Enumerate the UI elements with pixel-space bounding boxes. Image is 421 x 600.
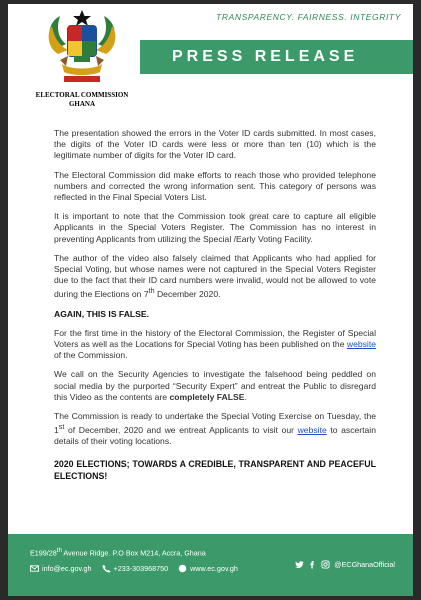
paragraph-7-bold: completely FALSE	[169, 391, 245, 402]
footer-address	[30, 548, 206, 557]
paragraph-8-sup: st	[58, 423, 65, 432]
release-body	[54, 128, 376, 490]
instagram-icon	[321, 560, 330, 569]
paragraph-4-text-a: The author of the video also falsely claimed that Applicants who had applied for Special Voting, but whose names were not captured in the Special Voters Register due to the fact that their ID card numbers were invalid, would not be allowed to vote during the Elections on 7	[54, 252, 376, 300]
paragraph-8-text-c: to ascertain details of their voting locations.	[54, 424, 376, 447]
address-rest: Avenue Ridge. P.O Box M214, Accra, Ghana	[61, 548, 206, 558]
phone-text: +233-303968750	[113, 564, 169, 573]
paragraph-3: It is important to note that the Commission took great care to capture all eligible Applicants in the Special Voters Register. The Commission has no interest in preventing Applicants from utilizing the Special /Early Voting Facility.	[54, 211, 376, 244]
footer-social[interactable]	[295, 560, 395, 569]
paragraph-6-text-b: of the Commission.	[54, 350, 128, 361]
email-icon	[30, 564, 39, 573]
paragraph-7	[54, 369, 376, 403]
social-handle: @ECGhanaOfficial	[334, 560, 395, 569]
paragraph-7-text-b: .	[244, 391, 247, 402]
website-link-1[interactable]: website	[346, 338, 376, 349]
footer-phone[interactable]	[102, 564, 169, 573]
paragraph-6	[54, 328, 376, 362]
email-text: info@ec.gov.gh	[42, 564, 92, 573]
paragraph-7-text-a: We call on the Security Agencies to investigate the falsehood being peddled on social media by the purported “Security Expert” and entreat the Public to disregard this Video as the contents are	[54, 369, 376, 402]
footer-website[interactable]	[178, 564, 238, 573]
press-release-title: PRESS RELEASE	[172, 48, 359, 65]
press-release-banner	[140, 40, 413, 74]
press-release-page	[8, 4, 413, 596]
paragraph-2: The Electoral Commission did make efforts to reach those who provided telephone numbers and corrected the wrong information sent. This category of persons was reflected in the Final Special Voters List.	[54, 169, 376, 203]
org-line-1: ELECTORAL COMMISSION	[35, 91, 129, 99]
paragraph-6-text-a: For the first time in the history of the Electoral Commission, the Register of Special Voters as well as the Locations for Special Voting has been published on the	[54, 327, 376, 349]
paragraph-8-text-a: The Commission is ready to undertake the Special Voting Exercise on Tuesday, the 1	[54, 410, 376, 435]
footer-contacts	[30, 564, 238, 573]
website-text: www.ec.gov.gh	[190, 564, 238, 573]
address-start: E199/28	[30, 548, 57, 558]
address-sup: th	[56, 548, 62, 554]
twitter-icon	[295, 560, 304, 569]
paragraph-5-false-statement: AGAIN, THIS IS FALSE.	[54, 308, 150, 319]
facebook-icon	[308, 560, 317, 569]
paragraph-8	[54, 411, 376, 447]
header	[8, 4, 413, 114]
closing-slogan: 2020 ELECTIONS; TOWARDS A CREDIBLE, TRANSPARENT AND PEACEFUL ELECTIONS!	[54, 459, 376, 481]
paragraph-4-sup: th	[148, 287, 155, 296]
globe-icon	[178, 564, 187, 573]
website-link-2[interactable]: website	[297, 424, 327, 435]
footer-email[interactable]	[30, 564, 92, 573]
paragraph-1: The presentation showed the errors in the Voter ID cards submitted. In most cases, the digits of the Voter ID cards were less or more than ten (10) which is the legitimate number of digits for the Voter ID card.	[54, 128, 376, 161]
paragraph-8-text-b: of December, 2020 and we entreat Applicants to visit our	[64, 424, 298, 435]
organization-name	[26, 91, 138, 109]
paragraph-4-text-b: December 2020.	[154, 289, 221, 300]
footer	[8, 534, 413, 596]
org-line-2: GHANA	[68, 100, 96, 108]
tagline: TRANSPARENCY. FAIRNESS. INTEGRITY	[216, 12, 401, 22]
paragraph-4	[54, 253, 376, 301]
coat-of-arms-logo	[44, 8, 120, 88]
phone-icon	[102, 564, 111, 573]
